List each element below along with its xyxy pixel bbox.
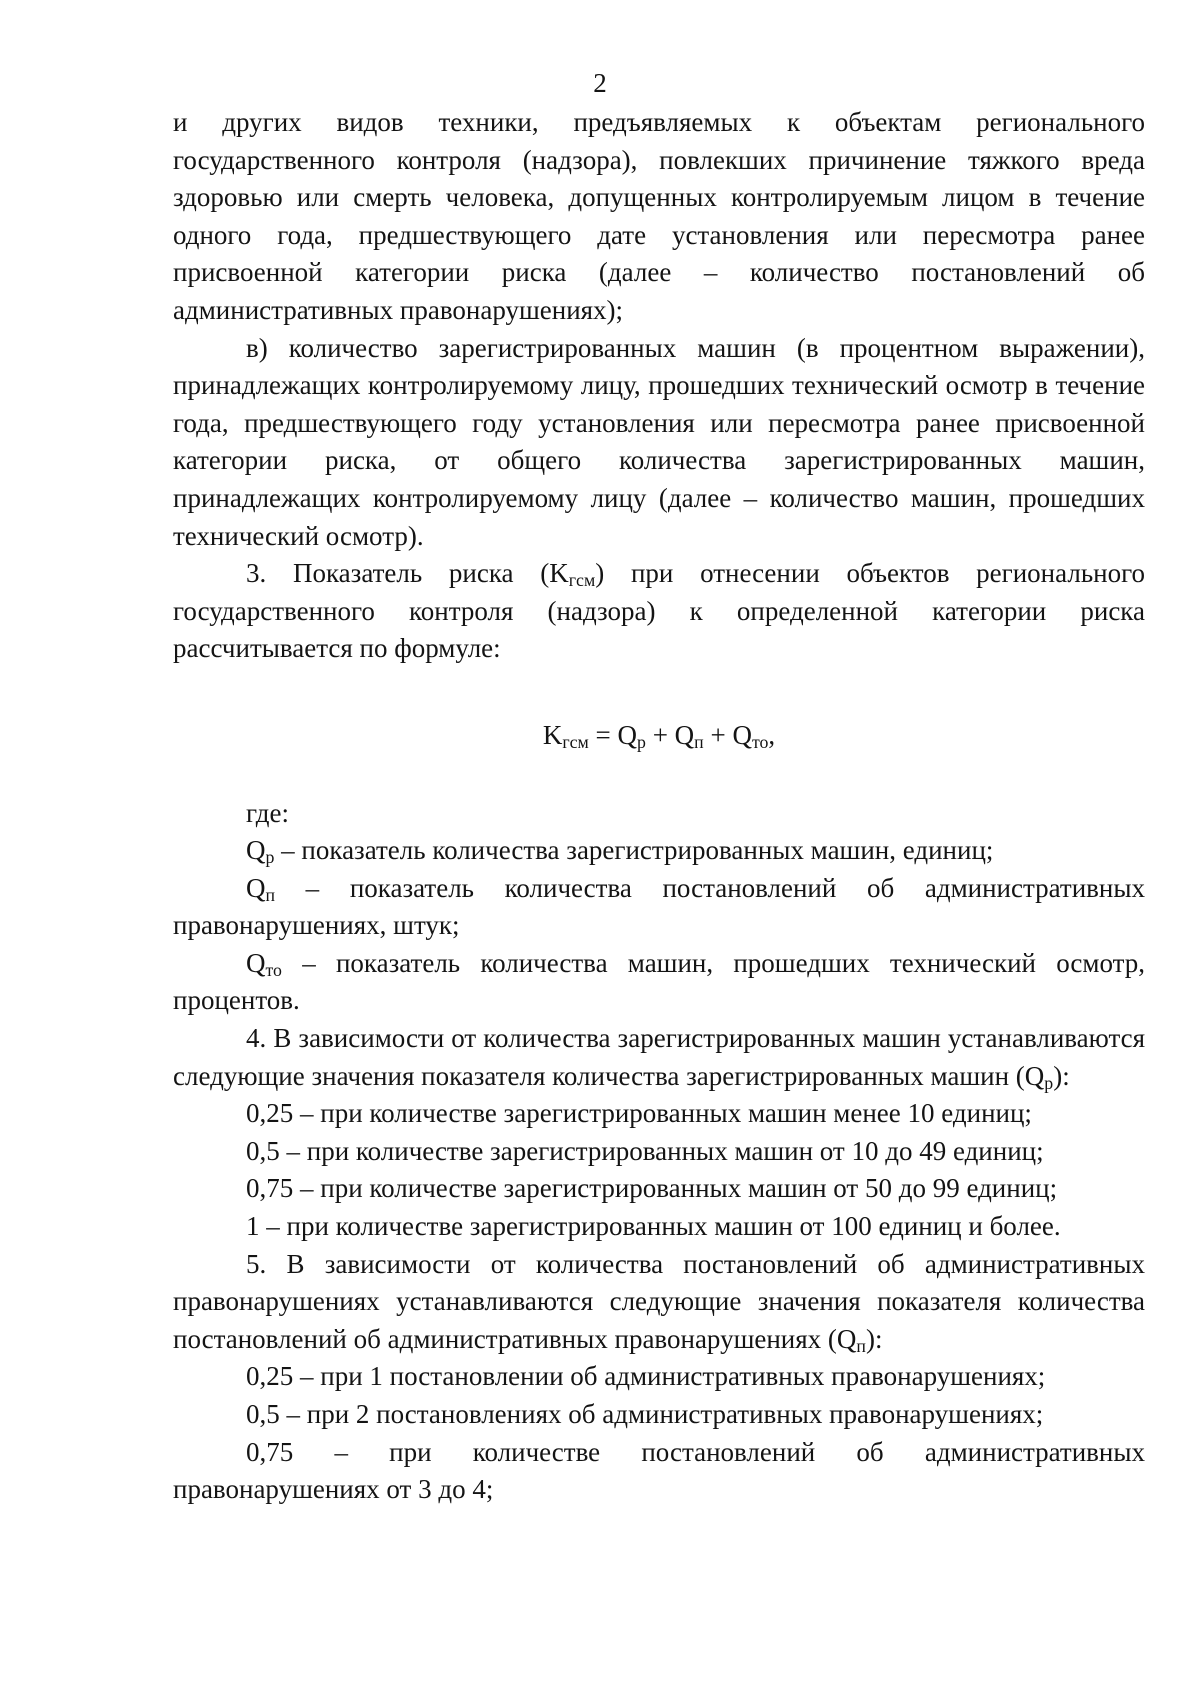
qn-definition: – показатель количества постановлений об административных правонарушениях, штук;: [173, 872, 1145, 941]
definition-qn: [173, 870, 1145, 945]
qto-subscript: то: [265, 959, 282, 980]
document-body: [173, 104, 1145, 1509]
clause-3-text-start: 3. Показатель риска (K: [246, 558, 569, 589]
risk-formula: [173, 717, 1145, 755]
formula-q1-subscript: р: [637, 731, 646, 752]
clause-5-text-end: ):: [865, 1323, 883, 1354]
qn-value-item: 0,75 – при количестве постановлений об административных правонарушениях от 3 до 4;: [173, 1436, 1145, 1505]
clause-4-text-start: 4. В зависимости от количества зарегистрированных машин устанавливаются следующие значения показателя количества зарегистрированных машин (Q: [173, 1023, 1145, 1091]
clause-4-subscript: р: [1044, 1072, 1054, 1093]
qto-symbol: Q: [246, 947, 266, 978]
qp-value-item: 0,5 – при количестве зарегистрированных машин от 10 до 49 единиц;: [246, 1135, 1044, 1166]
paragraph-continuation: [173, 104, 1145, 330]
clause-3-text-end: ) при отнесении объектов регионального государственного контроля (надзора) к определенной категории риска рассчитывается по формуле:: [173, 558, 1145, 664]
clause-3-subscript: гсм: [568, 570, 596, 591]
formula-tail: ,: [768, 719, 776, 750]
formula-plus-2: + Q: [703, 719, 752, 750]
qn-value-item: 0,25 – при 1 постановлении об административных правонарушениях;: [246, 1361, 1046, 1392]
qp-value-item: 0,75 – при количестве зарегистрированных машин от 50 до 99 единиц;: [246, 1173, 1058, 1204]
clause-5-subscript: п: [856, 1335, 866, 1356]
clause-4-paragraph: [173, 1020, 1145, 1095]
page-number: 2: [593, 68, 607, 98]
paragraph-continuation-text: и других видов техники, предъявляемых к объектам регионального государственного контроля (надзора), повлекших причинение тяжкого вреда здоровью или смерть человека, допущенных контролируемым лицом в течение одного года, предшествующего дате установления или пересмотра ранее присвоенной категории риска (далее – количество постановлений: [173, 107, 1145, 288]
formula-plus-1: + Q: [645, 719, 695, 750]
qn-subscript: п: [265, 884, 276, 905]
item-v-paragraph: в) количество зарегистрированных машин (в процентном выражении), принадлежащих контролируемому лицу, прошедших технический осмотр в течение года, предшествующего году установления или пересмотра ранее присвоенной категории риска, от общего количества зарегистрированных машин, принадлежащих контролируемому лицу (далее – количество машин, прошедших технический осмотр).: [173, 332, 1145, 551]
paragraph-continuation-end: об административных правонарушениях);: [173, 257, 1146, 325]
qp-definition: – показатель количества зарегистрированных машин, единиц;: [274, 835, 994, 866]
formula-k: K: [542, 719, 563, 750]
clause-4-text-end: ):: [1053, 1060, 1070, 1091]
qp-subscript: р: [265, 847, 275, 867]
qp-value-item: 1 – при количестве зарегистрированных машин от 100 единиц и более.: [246, 1211, 1061, 1242]
where-label: где:: [246, 797, 289, 828]
formula-k-subscript: гсм: [562, 731, 589, 752]
definition-qto: [173, 945, 1145, 1020]
definition-qp: [173, 832, 1145, 870]
qn-value-item: 0,5 – при 2 постановлениях об административных правонарушениях;: [246, 1399, 1044, 1429]
qto-definition: – показатель количества машин, прошедших технический осмотр, процентов.: [173, 947, 1145, 1016]
clause-5-text-start: 5. В зависимости от количества постановлений об административных правонарушениях устанавливаются следующие значения показателя количества постановлений об административных правонарушениях (Q: [173, 1248, 1145, 1354]
qn-symbol: Q: [246, 872, 266, 903]
formula-q3-subscript: то: [751, 731, 769, 752]
qp-value-item: 0,25 – при количестве зарегистрированных машин менее 10 единиц;: [246, 1098, 1032, 1129]
formula-eq: = Q: [588, 719, 638, 750]
clause-5-paragraph: [173, 1246, 1145, 1359]
formula-q2-subscript: п: [694, 731, 704, 752]
qp-symbol: Q: [246, 835, 266, 866]
clause-3-paragraph: [173, 555, 1145, 668]
